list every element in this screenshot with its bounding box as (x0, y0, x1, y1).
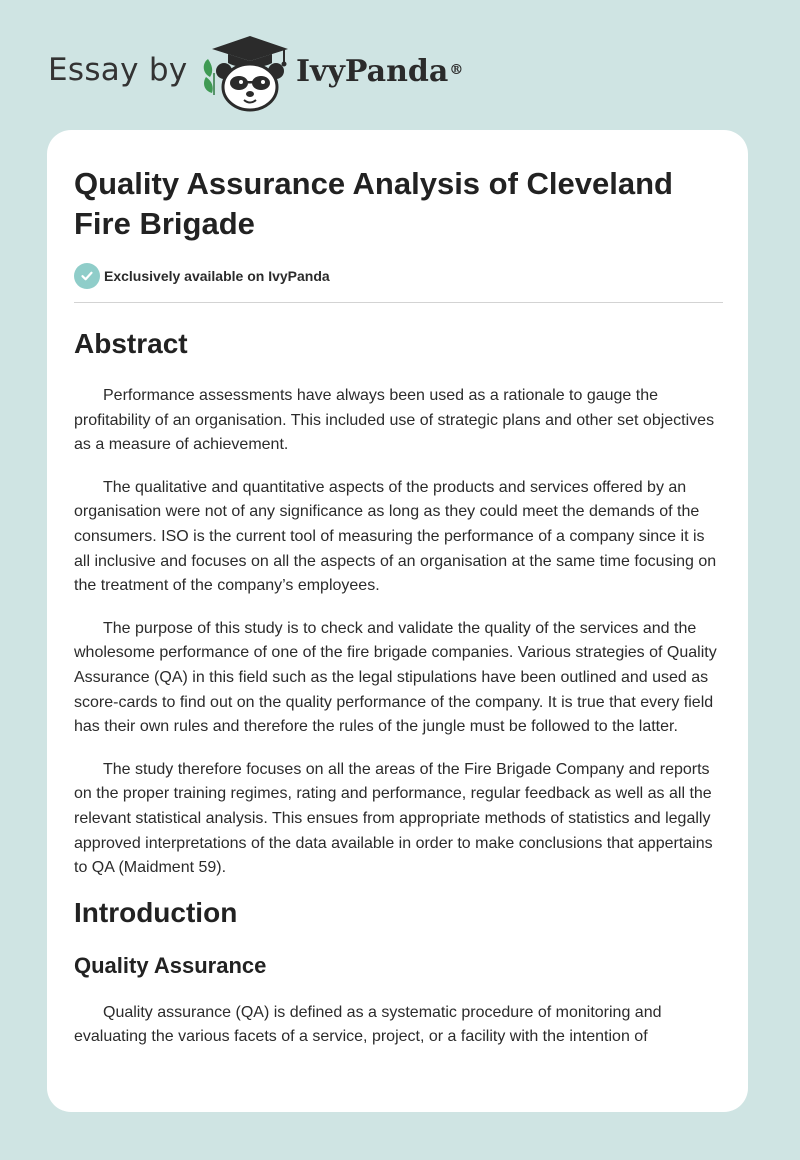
essay-body (74, 326, 723, 1050)
essay-title: Quality Assurance Analysis of Cleveland Fire Brigade (74, 166, 673, 241)
panda-graduate-logo-icon[interactable] (200, 33, 292, 113)
introduction-heading: Introduction (74, 896, 238, 928)
brand-wordmark[interactable] (296, 52, 463, 92)
check-circle-icon (74, 263, 100, 289)
essay-card (47, 130, 748, 1112)
title-divider (74, 302, 723, 303)
exclusive-label: Exclusively available on IvyPanda (104, 268, 330, 284)
exclusive-notice (74, 263, 330, 289)
abstract-paragraph-1: Performance assessments have always been used as a rationale to gauge the profitability of an organisation. This included use of strategic plans and other set objectives as a measure of achievement. (74, 387, 715, 454)
abstract-heading: Abstract (74, 328, 188, 359)
abstract-paragraph-4: The study therefore focuses on all the areas of the Fire Brigade Company and reports on the proper training regimes, rating and performance, regular feedback as well as all the relevant statistical analysis. This ensues from appropriate methods of statistics and legally approved interpretations of the data available in order to make conclusions that appertains to QA (Maidment 59). (74, 760, 713, 877)
quality-assurance-heading: Quality Assurance (74, 952, 267, 978)
abstract-paragraph-2: The qualitative and quantitative aspects of the products and services offered by an organisation were not of any significance as long as they could meet the demands of the consumers. ISO is the current tool of measuring the performance of a company since it is all inclusive and focuses on all the aspects of an organisation at the same time focusing on the treatment of the company’s employees. (74, 478, 717, 595)
brand-name-text: IvyPanda (296, 54, 449, 89)
site-header (0, 0, 800, 130)
quality-assurance-paragraph: Quality assurance (QA) is defined as a systematic procedure of monitoring and evaluating the various facets of a service, project, or a facility with the intention of (74, 1003, 662, 1046)
essay-by-label: Essay by (48, 52, 188, 88)
abstract-paragraph-3: The purpose of this study is to check and validate the quality of the services and the wholesome performance of one of the fire brigade companies. Various strategies of Quality Assurance (QA) in this field such as the legal stipulations have been outlined and used as score-cards to find out on the quality performance of the company. It is true that every field has their own rules and therefore the rules of the jungle must be followed to the latter. (74, 619, 717, 736)
registered-mark: ® (449, 62, 464, 78)
